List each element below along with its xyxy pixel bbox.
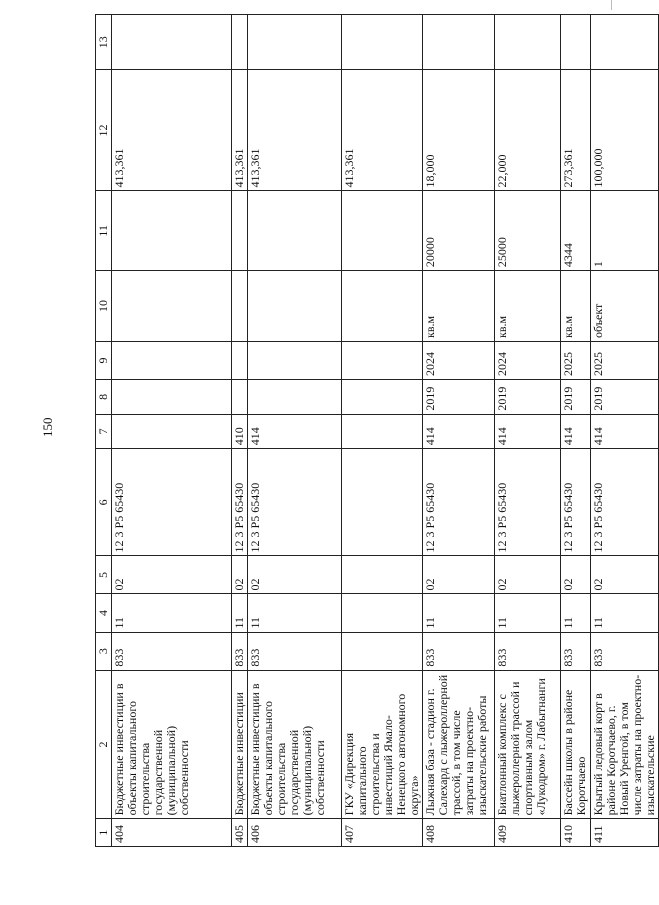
header-cell: 4 xyxy=(96,594,112,632)
cell-start-year xyxy=(232,380,248,415)
cell-start-year xyxy=(248,380,342,415)
cell-start-year xyxy=(112,380,232,415)
row-number: 406 xyxy=(248,819,342,847)
header-cell: 5 xyxy=(96,556,112,594)
cell-unit xyxy=(232,271,248,342)
cell-section: 11 xyxy=(248,594,342,632)
cell-section xyxy=(342,594,423,632)
row-name: Крытый ледовый корт в районе Коротчаево, г. Новый Уренгой, в том числе затраты на проектно-изыскательские xyxy=(591,670,659,819)
cell-end-year xyxy=(342,341,423,379)
cell-expense-type: 414 xyxy=(248,414,342,449)
cell-col13 xyxy=(591,15,659,70)
cell-amount: 413,361 xyxy=(248,70,342,191)
row-name: Бюджетные инвестиции xyxy=(232,670,248,819)
header-cell: 3 xyxy=(96,632,112,670)
cell-capacity: 25000 xyxy=(495,191,561,271)
cell-start-year: 2019 xyxy=(591,380,659,415)
cell-section: 11 xyxy=(112,594,232,632)
row-number: 409 xyxy=(495,819,561,847)
cell-expense-type: 414 xyxy=(561,414,591,449)
cell-target-article: 12 3 P5 65430 xyxy=(495,449,561,556)
cell-col13 xyxy=(561,15,591,70)
page-number: 150 xyxy=(40,417,55,437)
cell-unit: объект xyxy=(591,271,659,342)
scan-mark xyxy=(611,0,612,10)
row-number: 408 xyxy=(423,819,495,847)
cell-unit: кв.м xyxy=(495,271,561,342)
cell-subsection: 02 xyxy=(248,556,342,594)
cell-code: 833 xyxy=(423,632,495,670)
table-row xyxy=(112,15,232,847)
cell-target-article: 12 3 P5 65430 xyxy=(232,449,248,556)
cell-target-article xyxy=(342,449,423,556)
cell-code: 833 xyxy=(495,632,561,670)
row-name: ГКУ «Дирекция капитального строительства и инвестиций Ямало-Ненецкого автономного округа» xyxy=(342,670,423,819)
cell-subsection: 02 xyxy=(561,556,591,594)
cell-subsection: 02 xyxy=(112,556,232,594)
cell-subsection: 02 xyxy=(232,556,248,594)
cell-capacity: 20000 xyxy=(423,191,495,271)
header-cell: 2 xyxy=(96,670,112,819)
cell-code: 833 xyxy=(232,632,248,670)
row-number: 404 xyxy=(112,819,232,847)
cell-expense-type: 414 xyxy=(423,414,495,449)
header-row xyxy=(96,15,112,847)
row-name: Биатлонный комплекс с лыжероллерной трассой и спортивным залом «Лукодром» г. Лабытнанги xyxy=(495,670,561,819)
cell-amount: 413,361 xyxy=(232,70,248,191)
cell-capacity xyxy=(232,191,248,271)
cell-capacity xyxy=(112,191,232,271)
cell-amount: 413,361 xyxy=(342,70,423,191)
cell-target-article: 12 3 P5 65430 xyxy=(112,449,232,556)
cell-expense-type xyxy=(342,414,423,449)
cell-col13 xyxy=(248,15,342,70)
cell-subsection: 02 xyxy=(591,556,659,594)
cell-target-article: 12 3 P5 65430 xyxy=(248,449,342,556)
cell-end-year: 2025 xyxy=(591,341,659,379)
cell-subsection: 02 xyxy=(423,556,495,594)
row-name: Бассейн школы в районе Коротчаево xyxy=(561,670,591,819)
cell-col13 xyxy=(112,15,232,70)
header-cell: 12 xyxy=(96,70,112,191)
cell-col13 xyxy=(423,15,495,70)
header-cell: 8 xyxy=(96,380,112,415)
cell-unit xyxy=(112,271,232,342)
cell-code: 833 xyxy=(112,632,232,670)
cell-code xyxy=(342,632,423,670)
cell-target-article: 12 3 P5 65430 xyxy=(561,449,591,556)
cell-section: 11 xyxy=(561,594,591,632)
cell-amount: 413,361 xyxy=(112,70,232,191)
row-number: 405 xyxy=(232,819,248,847)
cell-code: 833 xyxy=(248,632,342,670)
cell-section: 11 xyxy=(495,594,561,632)
table-row xyxy=(248,15,342,847)
header-cell: 1 xyxy=(96,819,112,847)
table-row xyxy=(495,15,561,847)
cell-unit: кв.м xyxy=(561,271,591,342)
header-cell: 10 xyxy=(96,271,112,342)
cell-target-article: 12 3 P5 65430 xyxy=(423,449,495,556)
cell-end-year: 2025 xyxy=(561,341,591,379)
row-name: Лыжная база - стадион г. Салехард с лыжероллерной трассой, в том числе затраты на проектно-изыскательские работы xyxy=(423,670,495,819)
row-number: 407 xyxy=(342,819,423,847)
table-row xyxy=(591,15,659,847)
cell-target-article: 12 3 P5 65430 xyxy=(591,449,659,556)
cell-unit xyxy=(248,271,342,342)
cell-amount: 100,000 xyxy=(591,70,659,191)
cell-start-year: 2019 xyxy=(561,380,591,415)
cell-end-year xyxy=(232,341,248,379)
cell-section: 11 xyxy=(423,594,495,632)
row-number: 411 xyxy=(591,819,659,847)
cell-amount: 22,000 xyxy=(495,70,561,191)
cell-end-year: 2024 xyxy=(423,341,495,379)
cell-code: 833 xyxy=(591,632,659,670)
cell-start-year: 2019 xyxy=(495,380,561,415)
header-cell: 9 xyxy=(96,341,112,379)
header-cell: 11 xyxy=(96,191,112,271)
cell-capacity xyxy=(248,191,342,271)
table-row xyxy=(423,15,495,847)
cell-end-year: 2024 xyxy=(495,341,561,379)
cell-start-year xyxy=(342,380,423,415)
header-cell: 6 xyxy=(96,449,112,556)
cell-unit: кв.м xyxy=(423,271,495,342)
cell-expense-type: 414 xyxy=(495,414,561,449)
cell-subsection xyxy=(342,556,423,594)
cell-col13 xyxy=(342,15,423,70)
cell-expense-type: 414 xyxy=(591,414,659,449)
cell-subsection: 02 xyxy=(495,556,561,594)
row-number: 410 xyxy=(561,819,591,847)
cell-section: 11 xyxy=(232,594,248,632)
row-name: Бюджетные инвестиции в объекты капитального строительства государственной (муниципальной) собственности xyxy=(248,670,342,819)
cell-col13 xyxy=(232,15,248,70)
cell-section: 11 xyxy=(591,594,659,632)
cell-start-year: 2019 xyxy=(423,380,495,415)
rotated-table-container xyxy=(95,14,657,847)
cell-capacity: 1 xyxy=(591,191,659,271)
budget-table xyxy=(95,14,659,847)
table-row xyxy=(232,15,248,847)
cell-expense-type: 410 xyxy=(232,414,248,449)
table-row xyxy=(342,15,423,847)
row-name: Бюджетные инвестиции в объекты капитального строительства государственной (муниципальной) собственности xyxy=(112,670,232,819)
cell-end-year xyxy=(112,341,232,379)
cell-capacity xyxy=(342,191,423,271)
cell-end-year xyxy=(248,341,342,379)
cell-amount: 18,000 xyxy=(423,70,495,191)
cell-code: 833 xyxy=(561,632,591,670)
cell-expense-type xyxy=(112,414,232,449)
cell-capacity: 4344 xyxy=(561,191,591,271)
header-cell: 13 xyxy=(96,15,112,70)
cell-col13 xyxy=(495,15,561,70)
table-row xyxy=(561,15,591,847)
cell-unit xyxy=(342,271,423,342)
header-cell: 7 xyxy=(96,414,112,449)
cell-amount: 273,361 xyxy=(561,70,591,191)
